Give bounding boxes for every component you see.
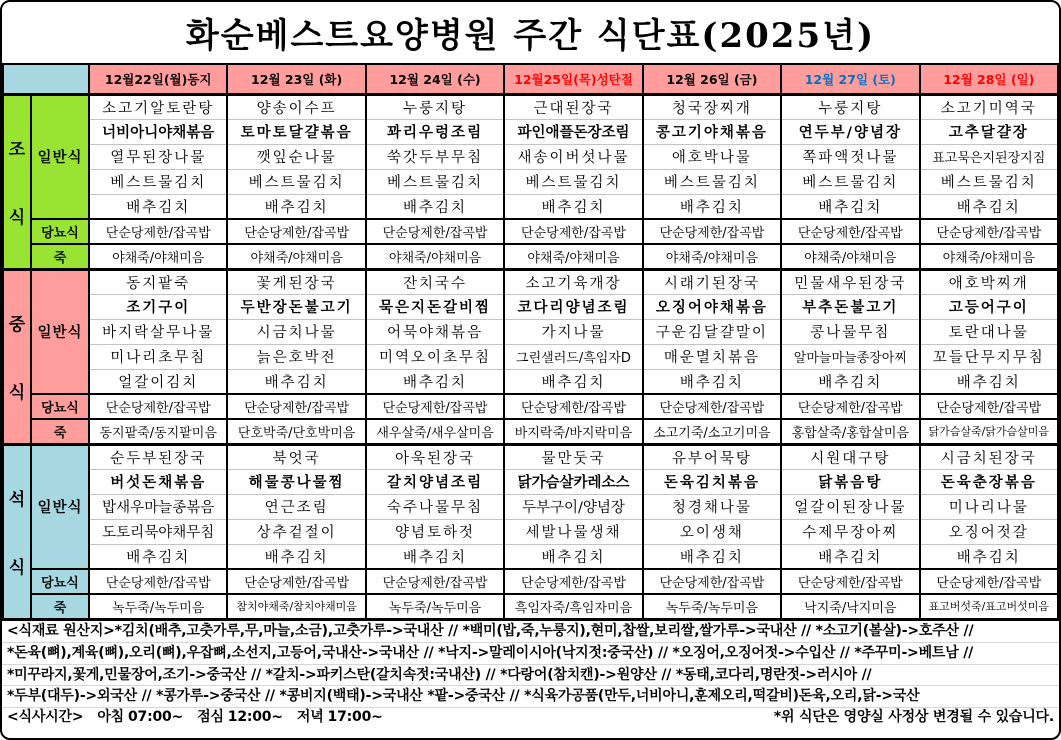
dish-cell: 베스트물김치 — [504, 169, 642, 194]
dinner-regular-row — [3, 494, 1058, 519]
dish-cell: 베스트물김치 — [89, 169, 227, 194]
porridge-cell: 야채죽/야채미음 — [781, 244, 919, 269]
dinner-regular-row — [3, 544, 1058, 569]
porridge-cell: 바지락죽/바지락미음 — [504, 419, 642, 444]
dish-cell: 닭볶음탕 — [781, 469, 919, 494]
meal-times-line — [2, 707, 1059, 729]
porridge-cell: 녹두죽/녹두미음 — [366, 594, 504, 619]
dish-cell: 고추달걀장 — [920, 119, 1058, 144]
dish-cell: 북엇국 — [227, 444, 365, 469]
dish-cell: 고등어구이 — [920, 294, 1058, 319]
section-label-chars: 중 식 — [8, 315, 26, 403]
diabetic-meal-cell: 단순당제한/잡곡밥 — [643, 394, 781, 419]
breakfast-regular-row — [3, 94, 1058, 119]
dish-cell: 도토리묵야채무침 — [89, 519, 227, 544]
dinner-regular-label: 일반식 — [31, 444, 89, 569]
dish-cell: 배추김치 — [781, 369, 919, 394]
diabetic-meal-cell: 단순당제한/잡곡밥 — [366, 569, 504, 594]
dish-cell: 조기구이 — [89, 294, 227, 319]
dish-cell: 배추김치 — [781, 194, 919, 219]
diabetic-meal-cell: 단순당제한/잡곡밥 — [643, 219, 781, 244]
dinner-diabetic-row — [3, 569, 1058, 594]
section-label-breakfast — [3, 94, 31, 269]
dish-cell: 시금치된장국 — [920, 444, 1058, 469]
diabetic-meal-cell: 단순당제한/잡곡밥 — [920, 394, 1058, 419]
dish-cell: 배추김치 — [89, 194, 227, 219]
dish-cell: 숙주나물무침 — [366, 494, 504, 519]
dish-cell: 유부어묵탕 — [643, 444, 781, 469]
dish-cell: 쪽파액젓나물 — [781, 144, 919, 169]
dish-cell: 청국장찌개 — [643, 94, 781, 119]
breakfast-regular-row — [3, 119, 1058, 144]
menu-change-note: *위 식단은 영양실 사정상 변경될 수 있습니다. — [773, 709, 1054, 725]
dish-cell: 열무된장나물 — [89, 144, 227, 169]
dish-cell: 근대된장국 — [504, 94, 642, 119]
breakfast-porridge-row — [3, 244, 1058, 269]
dish-cell: 두반장돈불고기 — [227, 294, 365, 319]
porridge-cell: 녹두죽/녹두미음 — [89, 594, 227, 619]
porridge-cell: 야채죽/야채미음 — [89, 244, 227, 269]
dish-cell: 돈육김치볶음 — [643, 469, 781, 494]
lunch-regular-row — [3, 294, 1058, 319]
dish-cell: 연두부/양념장 — [781, 119, 919, 144]
dish-cell: 토마토달걀볶음 — [227, 119, 365, 144]
dish-cell: 미역오이초무침 — [366, 344, 504, 369]
porridge-cell: 야채죽/야채미음 — [643, 244, 781, 269]
dish-cell: 소고기알토란탕 — [89, 94, 227, 119]
diabetic-meal-cell: 단순당제한/잡곡밥 — [643, 569, 781, 594]
origin-info-line-4: *두부(대두)->외국산 // *콩가루->중국산 // *콩비지(백태)->국내산 *팥->중국산 // *식육가공품(만두,너비아니,훈제오리,떡갈비)돈육,오리,닭->국산 — [2, 685, 1059, 707]
dish-cell: 배추김치 — [504, 194, 642, 219]
breakfast-regular-row — [3, 144, 1058, 169]
day-header-4: 12월25일(목)성탄절 — [504, 64, 642, 94]
dish-cell: 닭가슴살카레소스 — [504, 469, 642, 494]
dish-cell: 소고기미역국 — [920, 94, 1058, 119]
dish-cell: 콩고기야채볶음 — [643, 119, 781, 144]
diabetic-meal-cell: 단순당제한/잡곡밥 — [504, 394, 642, 419]
dinner-porridge-label: 죽 — [31, 594, 89, 619]
dish-cell: 배추김치 — [781, 544, 919, 569]
dish-cell: 어묵야채볶음 — [366, 319, 504, 344]
day-header-3: 12월 24일 (수) — [366, 64, 504, 94]
porridge-cell: 야채죽/야채미음 — [504, 244, 642, 269]
dish-cell: 배추김치 — [89, 544, 227, 569]
dish-cell: 배추김치 — [366, 369, 504, 394]
breakfast-regular-row — [3, 169, 1058, 194]
day-header-7: 12월 28일 (일) — [920, 64, 1058, 94]
dish-cell: 버섯돈채볶음 — [89, 469, 227, 494]
diabetic-meal-cell: 단순당제한/잡곡밥 — [920, 569, 1058, 594]
dish-cell: 소고기육개장 — [504, 269, 642, 294]
lunch-diabetic-label: 당뇨식 — [31, 394, 89, 419]
menu-table — [2, 63, 1059, 621]
breakfast-regular-label: 일반식 — [31, 94, 89, 219]
dinner-regular-row — [3, 469, 1058, 494]
diabetic-meal-cell: 단순당제한/잡곡밥 — [366, 219, 504, 244]
day-header-5: 12월 26일 (금) — [643, 64, 781, 94]
porridge-cell: 표고버섯죽/표고버섯미음 — [920, 594, 1058, 619]
dish-cell: 베스트물김치 — [643, 169, 781, 194]
dish-cell: 얼갈이된장나물 — [781, 494, 919, 519]
dish-cell: 오이생채 — [643, 519, 781, 544]
dish-cell: 배추김치 — [920, 544, 1058, 569]
dish-cell: 애호박찌개 — [920, 269, 1058, 294]
lunch-regular-row — [3, 319, 1058, 344]
dish-cell: 시래기된장국 — [643, 269, 781, 294]
diabetic-meal-cell: 단순당제한/잡곡밥 — [504, 569, 642, 594]
dish-cell: 매운멸치볶음 — [643, 344, 781, 369]
diabetic-meal-cell: 단순당제한/잡곡밥 — [227, 569, 365, 594]
porridge-cell: 낙지죽/낙지미음 — [781, 594, 919, 619]
diabetic-meal-cell: 단순당제한/잡곡밥 — [89, 394, 227, 419]
dish-cell: 양송이수프 — [227, 94, 365, 119]
dish-cell: 시원대구탕 — [781, 444, 919, 469]
breakfast-diabetic-label: 당뇨식 — [31, 219, 89, 244]
dish-cell: 잔치국수 — [366, 269, 504, 294]
lunch-regular-row — [3, 369, 1058, 394]
dish-cell: 바지락살무나물 — [89, 319, 227, 344]
section-label-dinner — [3, 444, 31, 619]
dish-cell: 구운김달걀말이 — [643, 319, 781, 344]
dish-cell: 양념토하젓 — [366, 519, 504, 544]
lunch-time: 점심 12:00~ — [197, 709, 283, 725]
dish-cell: 배추김치 — [504, 544, 642, 569]
footer — [2, 621, 1059, 729]
dish-cell: 베스트물김치 — [781, 169, 919, 194]
diabetic-meal-cell: 단순당제한/잡곡밥 — [781, 219, 919, 244]
diabetic-meal-cell: 단순당제한/잡곡밥 — [227, 219, 365, 244]
dish-cell: 오징어젓갈 — [920, 519, 1058, 544]
dish-cell: 베스트물김치 — [366, 169, 504, 194]
dish-cell: 배추김치 — [643, 194, 781, 219]
dinner-diabetic-label: 당뇨식 — [31, 569, 89, 594]
diabetic-meal-cell: 단순당제한/잡곡밥 — [781, 394, 919, 419]
dinner-porridge-row — [3, 594, 1058, 619]
dish-cell: 토란대나물 — [920, 319, 1058, 344]
breakfast-time: 아침 07:00~ — [97, 709, 184, 725]
dish-cell: 콩나물무침 — [781, 319, 919, 344]
diabetic-meal-cell: 단순당제한/잡곡밥 — [227, 394, 365, 419]
section-label-lunch — [3, 269, 31, 444]
dish-cell: 배추김치 — [366, 544, 504, 569]
dish-cell: 배추김치 — [643, 369, 781, 394]
page-title: 화순베스트요양병원 주간 식단표(2025년) — [185, 16, 876, 56]
section-label-chars: 석 식 — [8, 490, 26, 578]
dish-cell: 세발나물생채 — [504, 519, 642, 544]
dish-cell: 미나리초무침 — [89, 344, 227, 369]
dish-cell: 배추김치 — [643, 544, 781, 569]
porridge-cell: 야채죽/야채미음 — [920, 244, 1058, 269]
dish-cell: 미나리나물 — [920, 494, 1058, 519]
day-header-row — [3, 64, 1058, 94]
lunch-regular-label: 일반식 — [31, 269, 89, 394]
dish-cell: 깻잎순나물 — [227, 144, 365, 169]
dish-cell: 누룽지탕 — [781, 94, 919, 119]
dish-cell: 애호박나물 — [643, 144, 781, 169]
menu-table-body — [3, 94, 1058, 619]
day-header-1: 12월22일(월)동지 — [89, 64, 227, 94]
origin-info-line-2: *돈육(뼈),계육(뼈),오리(뼈),우잡뼈,소선지,고등어,국내산->국내산 // *낙지->말레이시아(낙지젓:중국산) // *오징어,오징어젓->수입산 // *주꾸미->베트남 // — [2, 642, 1059, 664]
day-header-6: 12월 27일 (토) — [781, 64, 919, 94]
dish-cell: 코다리양념조림 — [504, 294, 642, 319]
dish-cell: 갈치양념조림 — [366, 469, 504, 494]
dish-cell: 수제무장아찌 — [781, 519, 919, 544]
breakfast-diabetic-row — [3, 219, 1058, 244]
lunch-porridge-row — [3, 419, 1058, 444]
menu-table-header — [3, 64, 1058, 94]
lunch-regular-row — [3, 269, 1058, 294]
day-header-2: 12월 23일 (화) — [227, 64, 365, 94]
dish-cell: 배추김치 — [920, 194, 1058, 219]
dish-cell: 아욱된장국 — [366, 444, 504, 469]
breakfast-porridge-label: 죽 — [31, 244, 89, 269]
origin-info-line-3: *미꾸라지,꽃게,민물장어,조기->중국산 // *갈치->파키스탄(갈치속젓:국내산) // *다랑어(참치캔)->원양산 // *동태,코다리,명란젓->러시아 // — [2, 664, 1059, 686]
porridge-cell: 동지팥죽/동지팥미음 — [89, 419, 227, 444]
dish-cell: 표고묵은지된장지짐 — [920, 144, 1058, 169]
dish-cell: 민물새우된장국 — [781, 269, 919, 294]
dish-cell: 청경채나물 — [643, 494, 781, 519]
dish-cell: 연근조림 — [227, 494, 365, 519]
dish-cell: 묵은지돈갈비찜 — [366, 294, 504, 319]
dish-cell: 오징어야채볶음 — [643, 294, 781, 319]
porridge-cell: 소고기죽/소고기미음 — [643, 419, 781, 444]
dish-cell: 늙은호박전 — [227, 344, 365, 369]
dinner-regular-row — [3, 519, 1058, 544]
dish-cell: 그린샐러드/흑임자D — [504, 344, 642, 369]
diabetic-meal-cell: 단순당제한/잡곡밥 — [504, 219, 642, 244]
porridge-cell: 야채죽/야채미음 — [366, 244, 504, 269]
dish-cell: 베스트물김치 — [227, 169, 365, 194]
porridge-cell: 야채죽/야채미음 — [227, 244, 365, 269]
dish-cell: 배추김치 — [227, 369, 365, 394]
dish-cell: 가지나물 — [504, 319, 642, 344]
dish-cell: 동지팥죽 — [89, 269, 227, 294]
diabetic-meal-cell: 단순당제한/잡곡밥 — [781, 569, 919, 594]
dish-cell: 베스트물김치 — [920, 169, 1058, 194]
dinner-regular-row — [3, 444, 1058, 469]
lunch-porridge-label: 죽 — [31, 419, 89, 444]
dish-cell: 배추김치 — [227, 194, 365, 219]
dish-cell: 돈육춘장볶음 — [920, 469, 1058, 494]
breakfast-regular-row — [3, 194, 1058, 219]
diabetic-meal-cell: 단순당제한/잡곡밥 — [920, 219, 1058, 244]
dish-cell: 너비아니야채볶음 — [89, 119, 227, 144]
dish-cell: 두부구이/양념장 — [504, 494, 642, 519]
porridge-cell: 새우살죽/새우살미음 — [366, 419, 504, 444]
dish-cell: 누룽지탕 — [366, 94, 504, 119]
porridge-cell: 홍합살죽/홍합살미음 — [781, 419, 919, 444]
dish-cell: 배추김치 — [366, 194, 504, 219]
dish-cell: 얼갈이김치 — [89, 369, 227, 394]
dish-cell: 밥새우마늘종볶음 — [89, 494, 227, 519]
lunch-regular-row — [3, 344, 1058, 369]
porridge-cell: 단호박죽/단호박미음 — [227, 419, 365, 444]
dish-cell: 물만둣국 — [504, 444, 642, 469]
origin-info-line-1: <식재료 원산지>*김치(배추,고춧가루,무,마늘,소금),고춧가루->국내산 // *백미(밥,죽,누룽지),현미,찹쌀,보리쌀,쌀가루->국내산 // *소고기(볼살)->호주산 // — [7, 622, 974, 639]
dish-cell: 상추겉절이 — [227, 519, 365, 544]
diabetic-meal-cell: 단순당제한/잡곡밥 — [89, 569, 227, 594]
porridge-cell: 참치야채죽/참치야채미음 — [227, 594, 365, 619]
dish-cell: 시금치나물 — [227, 319, 365, 344]
dish-cell: 부추돈불고기 — [781, 294, 919, 319]
dish-cell: 새송이버섯나물 — [504, 144, 642, 169]
dish-cell: 배추김치 — [920, 369, 1058, 394]
meal-times-title: <식사시간> — [7, 709, 84, 725]
diabetic-meal-cell: 단순당제한/잡곡밥 — [366, 394, 504, 419]
dish-cell: 꼬들단무지무침 — [920, 344, 1058, 369]
dinner-time: 저녁 17:00~ — [296, 709, 383, 725]
dish-cell: 파인애플돈장조림 — [504, 119, 642, 144]
dish-cell: 쑥갓두부무침 — [366, 144, 504, 169]
corner-cell — [3, 64, 89, 94]
porridge-cell: 흑임자죽/흑임자미음 — [504, 594, 642, 619]
dish-cell: 해물콩나물찜 — [227, 469, 365, 494]
section-label-chars: 조 식 — [8, 140, 26, 228]
porridge-cell: 닭가슴살죽/닭가슴살미음 — [920, 419, 1058, 444]
dish-cell: 배추김치 — [227, 544, 365, 569]
dish-cell: 배추김치 — [504, 369, 642, 394]
dish-cell: 순두부된장국 — [89, 444, 227, 469]
porridge-cell: 녹두죽/녹두미음 — [643, 594, 781, 619]
dish-cell: 꽃게된장국 — [227, 269, 365, 294]
diabetic-meal-cell: 단순당제한/잡곡밥 — [89, 219, 227, 244]
dish-cell: 꽈리우렁조림 — [366, 119, 504, 144]
dish-cell: 알마늘마늘종장아찌 — [781, 344, 919, 369]
lunch-diabetic-row — [3, 394, 1058, 419]
